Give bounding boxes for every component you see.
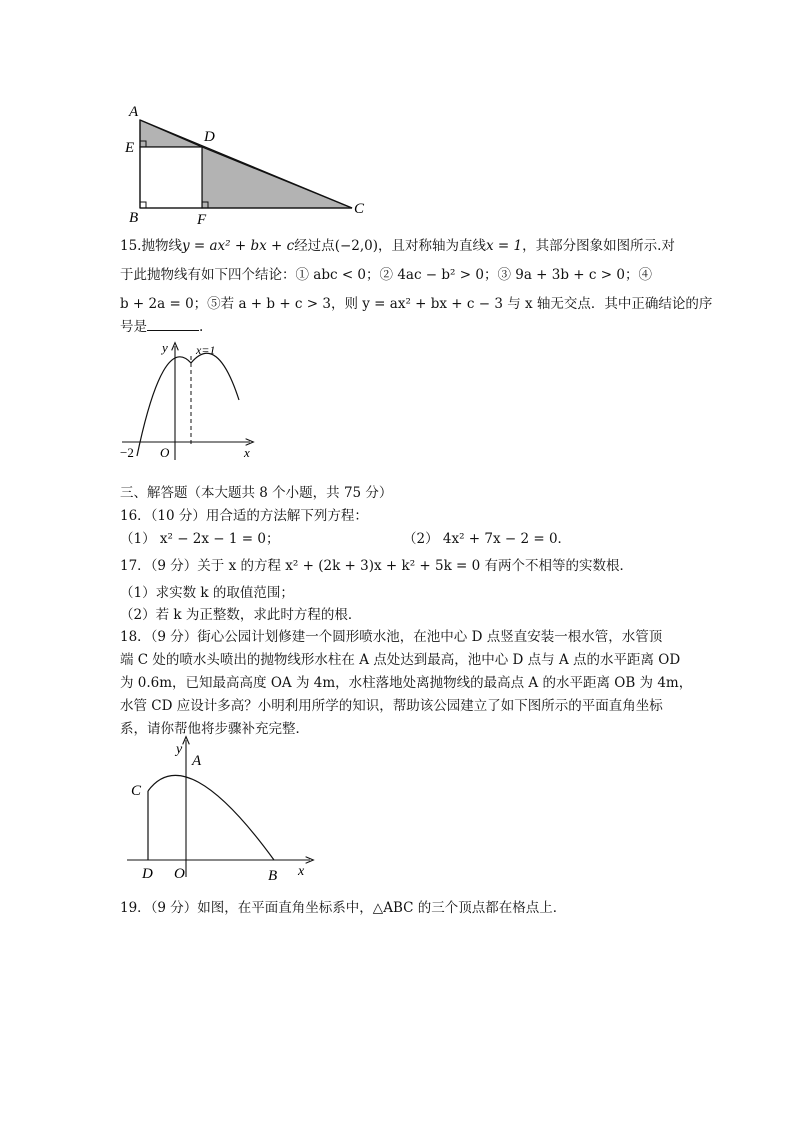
q15-suffix: ，其部分图象如图所示.对 bbox=[522, 238, 675, 254]
triangle-square-diagram bbox=[120, 100, 370, 230]
q15-mid2: ，且对称轴为直线 bbox=[378, 238, 487, 254]
section-title: 三、解答题（本大题共 8 个小题，共 75 分） bbox=[120, 485, 393, 501]
q17-stem: 17．（9 分）关于 x 的方程 x² + (2k + 3)x + k² + 5k = 0 有两个不相等的实数根． bbox=[120, 558, 634, 574]
parabola-graph bbox=[118, 340, 258, 465]
q17-part2: （2）若 k 为正整数，求此时方程的根． bbox=[120, 607, 362, 623]
x-label: x bbox=[244, 445, 250, 460]
figure-parabola bbox=[118, 340, 258, 465]
q18-line-5: 系，请你帮他将步骤补充完整． bbox=[120, 721, 309, 737]
q16-part1: （1） x² − 2x − 1 = 0； bbox=[120, 531, 280, 547]
q18-line-4: 水管 CD 应设计多高？小明利用所学的知识，帮助该公园建立了如下图所示的平面直角坐标 bbox=[120, 698, 663, 714]
q15-prefix: 15.抛物线 bbox=[120, 238, 182, 254]
y-label: y bbox=[162, 340, 168, 355]
q18-line-2: 端 C 处的喷水头喷出的抛物线形水柱在 A 点处达到最高，池中心 D 点与 A 点的水平距离 OD bbox=[120, 652, 681, 668]
q15-mid: 经过点 bbox=[294, 238, 335, 254]
answer-blank[interactable] bbox=[147, 318, 199, 331]
q18-line-3: 为 0.6m，已知最高高度 OA 为 4m，水柱落地处离抛物线的最高点 A 的水平距离 OB 为 4m， bbox=[120, 675, 693, 691]
parabola-curve bbox=[137, 353, 239, 456]
water-parabola bbox=[148, 775, 274, 860]
label-B: B bbox=[129, 210, 139, 226]
label-C: C bbox=[354, 201, 365, 217]
label-neg2: −2 bbox=[120, 445, 134, 460]
label-A: A bbox=[192, 753, 202, 769]
x-label: x bbox=[298, 864, 305, 879]
square-EBFD bbox=[140, 147, 202, 208]
q15-axis: x = 1 bbox=[486, 238, 523, 254]
q15-formula: y = ax² + bx + c bbox=[181, 238, 295, 254]
q18-line-1: 18．（9 分）街心公园计划修建一个圆形喷水池，在池中心 D 点竖直安装一根水管，水管顶 bbox=[120, 629, 663, 645]
q16-part2: （2） 4x² + 7x − 2 = 0． bbox=[403, 531, 572, 547]
label-D: D bbox=[142, 866, 153, 882]
label-E: E bbox=[125, 140, 135, 156]
q15-line-4: 号是 . bbox=[120, 319, 204, 335]
origin-label: O bbox=[160, 445, 170, 460]
figure-triangle-square bbox=[120, 100, 370, 230]
label-A: A bbox=[129, 104, 139, 120]
label-D: D bbox=[204, 129, 215, 145]
figure-fountain bbox=[122, 735, 322, 885]
label-C: C bbox=[131, 783, 142, 799]
q15-answer-prompt: 号是 bbox=[120, 319, 147, 335]
label-B: B bbox=[268, 868, 278, 884]
q19-stem: 19．（9 分）如图，在平面直角坐标系中，△ABC 的三个顶点都在格点上． bbox=[120, 900, 567, 916]
q15-line-1 bbox=[120, 237, 675, 255]
q15-line-3: b + 2a = 0；⑤若 a + b + c > 3，则 y = ax² + bx + c − 3 与 x 轴无交点．其中正确结论的序 bbox=[120, 296, 713, 312]
q17-part1: （1）求实数 k 的取值范围； bbox=[120, 585, 294, 601]
fountain-graph bbox=[122, 735, 322, 885]
y-label: y bbox=[176, 742, 183, 757]
q16-stem: 16．（10 分）用合适的方法解下列方程： bbox=[120, 508, 368, 524]
label-F: F bbox=[197, 212, 207, 228]
q15-line-2: 于此抛物线有如下四个结论：① abc < 0；② 4ac − b² > 0；③ 9a + 3b + c > 0；④ bbox=[120, 267, 652, 283]
axis-label-x1: x=1 bbox=[196, 343, 216, 357]
label-O: O bbox=[174, 866, 185, 882]
q15-point: (−2,0) bbox=[334, 238, 379, 254]
